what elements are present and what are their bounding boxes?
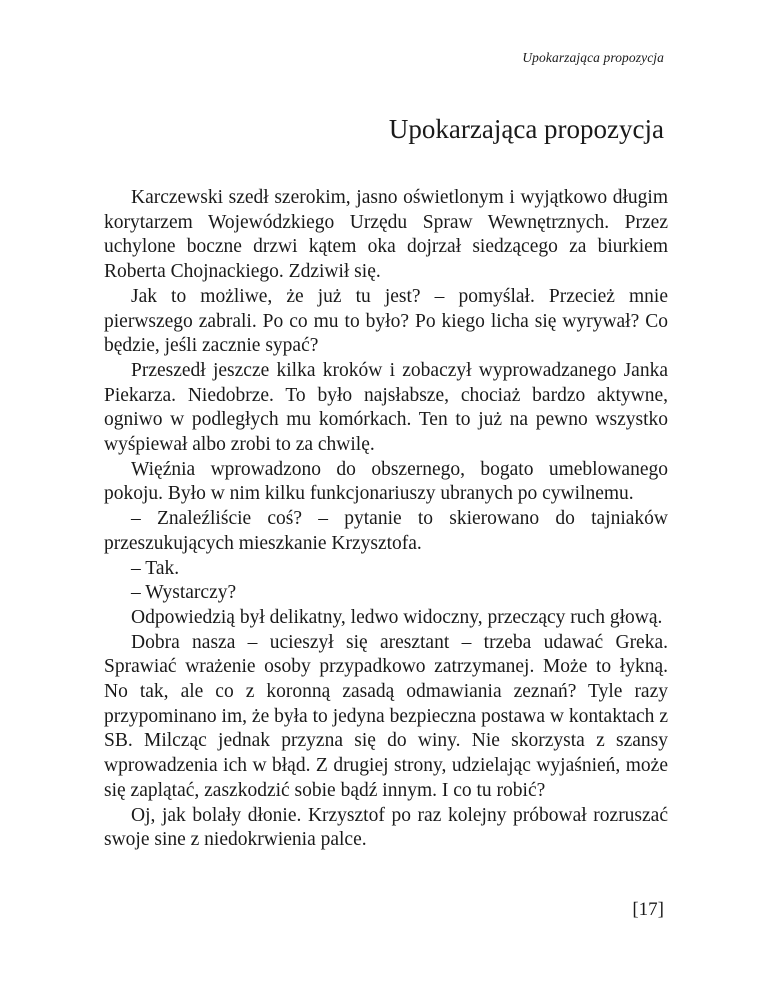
paragraph: Jak to możliwe, że już tu jest? – pomyślał. Przecież mnie pierwszego zabrali. Po co mu to było? Po kiego licha się wyrywał? Co będzie, jeśli zacznie sypać? (104, 285, 668, 357)
paragraph: – Tak. (131, 557, 180, 579)
paragraph: Więźnia wprowadzono do obszernego, bogato umeblowanego pokoju. Było w nim kilku funkcjonariuszy ubranych po cywilnemu. (104, 458, 668, 505)
running-header: Upokarzająca propozycja (522, 50, 664, 65)
paragraph: – Wystarczy? (131, 582, 237, 604)
paragraph: Przeszedł jeszcze kilka kroków i zobaczył wyprowadzanego Janka Piekarza. Niedobrze. To było najsłabsze, chociaż bardzo aktywne, ogniwo w podległych mu komórkach. Ten to już na pewno wszystko wyśpiewał albo zrobi to za chwilę. (104, 359, 668, 456)
paragraph: Odpowiedzią był delikatny, ledwo widoczny, przeczący ruch głową. (131, 606, 663, 628)
page-number: [17] (632, 899, 664, 920)
chapter-title: Upokarzająca propozycja (388, 114, 664, 144)
paragraph: – Znaleźliście coś? – pytanie to skierowano do tajniaków przeszukujących mieszkanie Krzysztofa. (104, 508, 668, 554)
paragraph: Oj, jak bolały dłonie. Krzysztof po raz kolejny próbował rozruszać swoje sine z niedokrwienia palce. (104, 804, 668, 851)
body-text (104, 186, 668, 853)
paragraph: Dobra nasza – ucieszył się aresztant – trzeba udawać Greka. Sprawiać wrażenie osoby przypadkowo zatrzymanej. Może to łykną. No tak, ale co z koronną zasadą odmawiania zeznań? Tyle razy przypominano im, że była to jedyna bezpieczna postawa w kontaktach z SB. Milcząc jednak przyzna się do winy. Nie skorzysta z szansy wprowadzenia ich w błąd. Z drugiej strony, udzielając wyjaśnień, może się zaplątać, zaszkodzić sobie bądź innym. I co tu robić? (104, 631, 668, 801)
paragraph: Karczewski szedł szerokim, jasno oświetlonym i wyjątkowo długim korytarzem Wojewódzkiego Urzędu Spraw Wewnętrznych. Przez uchylone boczne drzwi kątem oka dojrzał siedzącego za biurkiem Roberta Chojnackiego. Zdziwił się. (104, 187, 668, 283)
